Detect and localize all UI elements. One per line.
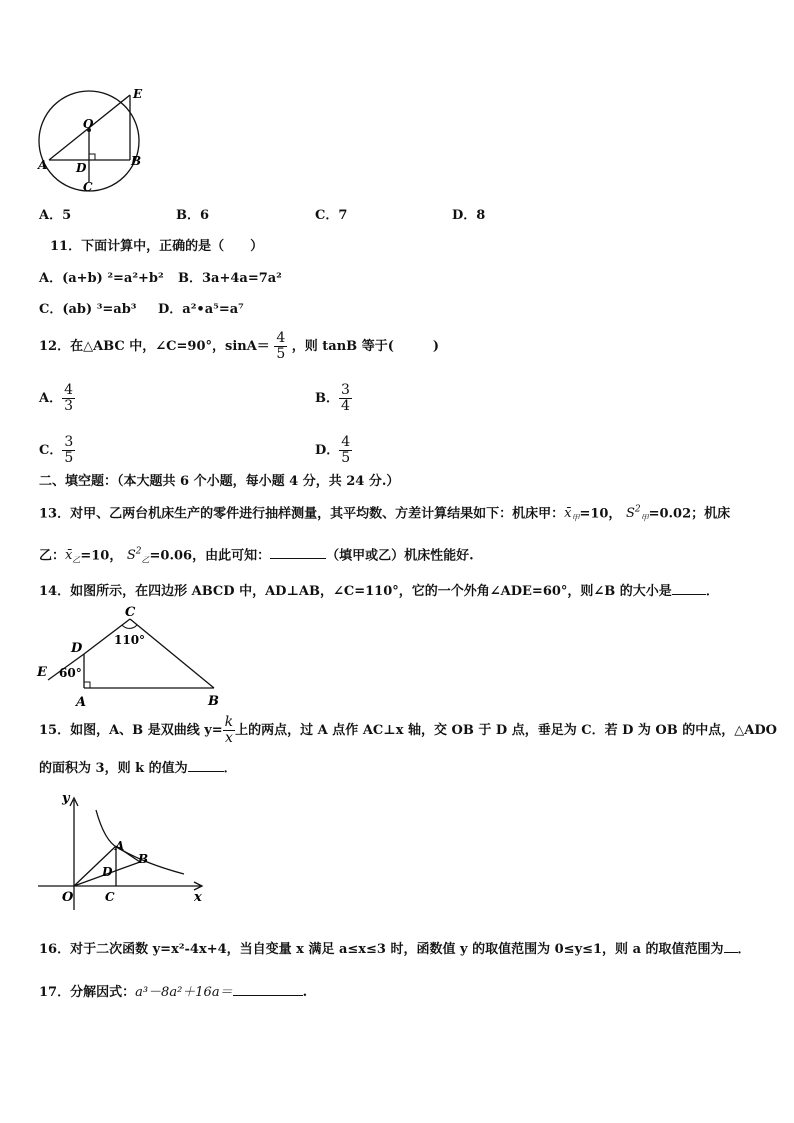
label-c: C xyxy=(125,605,136,620)
label-a: A xyxy=(76,695,87,708)
q11-option-d[interactable]: D．a²•a⁵=a⁷ xyxy=(158,302,244,317)
q13-answer-blank[interactable] xyxy=(270,558,326,559)
q12-stem-fraction: $\frac{4}{5}$ xyxy=(276,329,286,362)
q12-option-d[interactable]: D． $\frac{4}{5}$ xyxy=(315,433,351,466)
q11-option-a[interactable]: A．(a+b) ²=a²+b² xyxy=(39,271,164,286)
axis-y-label: y xyxy=(62,791,70,806)
q10-option-c[interactable]: C．7 xyxy=(315,208,348,223)
q16-text: 16．对于二次函数 y=x²-4x+4，当自变量 x 满足 a≤x≤3 时，函数值 y 的取值范围为 0≤y≤1，则 a 的取值范围为 ． xyxy=(39,942,751,957)
q14-answer-blank[interactable] xyxy=(672,594,706,595)
angle-c-label: 110° xyxy=(114,633,146,647)
label-d: D xyxy=(102,865,113,879)
label-c: C xyxy=(105,890,115,904)
q13-line2: 乙：$x̄_乙=10$， $S^2_乙=0.06$，由此可知： （填甲或乙）机床性能好. xyxy=(39,547,474,565)
q10-option-d[interactable]: D．8 xyxy=(452,208,486,223)
q17-text: 17．分解因式：a³－8a²＋16a＝ . xyxy=(39,985,308,1000)
label-c: C xyxy=(83,180,93,194)
q12-stem-post: ，则 tanB 等于( ) xyxy=(291,339,440,354)
label-b: B xyxy=(131,154,142,168)
q11-stem: 11．下面计算中，正确的是（ ） xyxy=(50,239,264,254)
q12-option-b[interactable]: B． $\frac{3}{4}$ xyxy=(315,381,350,414)
q11-option-c[interactable]: C．(ab) ³=ab³ xyxy=(39,302,137,317)
label-b: B xyxy=(138,852,149,866)
q15-line1: 15．如图，A、B 是双曲线 y= $\frac{k}{x}$ 上的两点，过 A 点作 AC⊥x 轴，交 OB 于 D 点，垂足为 C．若 D 为 OB 的中点，△ADO xyxy=(39,713,777,746)
label-d: D xyxy=(76,161,87,175)
label-a: A xyxy=(115,839,125,853)
q15-answer-blank[interactable] xyxy=(188,771,224,772)
q12-stem-pre: 12．在△ABC 中，∠C=90°，sinA＝ xyxy=(39,339,270,354)
q15-line2: 的面积为 3，则 k 的值为 ． xyxy=(39,761,237,776)
circle-figure xyxy=(30,86,150,198)
label-d: D xyxy=(71,641,83,656)
q11-option-b[interactable]: B．3a+4a=7a² xyxy=(178,271,282,286)
q13-line1: 13．对甲、乙两台机床生产的零件进行抽样测量，其平均数、方差计算结果如下：机床甲：$x̄_甲=10$， $S^2_甲=0.02$；机床 xyxy=(39,505,731,523)
q12-option-c[interactable]: C． $\frac{3}{5}$ xyxy=(39,433,74,466)
label-o: O xyxy=(83,117,94,131)
label-o: O xyxy=(62,890,74,905)
label-e: E xyxy=(133,87,143,101)
q17-answer-blank[interactable] xyxy=(233,995,303,996)
q12-option-a[interactable]: A． $\frac{4}{3}$ xyxy=(39,381,74,414)
section-fill-in-heading: 二、填空题：（本大题共 6 个小题，每小题 4 分，共 24 分.） xyxy=(39,474,400,489)
hyperbola-figure xyxy=(34,786,214,916)
axis-x-label: x xyxy=(194,890,202,905)
q12-stem xyxy=(39,328,439,366)
q10-option-b[interactable]: B．6 xyxy=(176,208,210,223)
label-b: B xyxy=(208,694,219,708)
q10-option-a[interactable]: A．5 xyxy=(39,208,72,223)
q14-text: 14．如图所示，在四边形 ABCD 中，AD⊥AB，∠C=110°，它的一个外角∠ADE=60°，则∠B 的大小是 ． xyxy=(39,584,719,599)
q16-answer-blank[interactable] xyxy=(724,952,738,953)
quadrilateral-figure xyxy=(34,602,234,708)
angle-d-label: 60° xyxy=(59,666,82,680)
label-a: A xyxy=(38,158,48,172)
label-e: E xyxy=(37,665,47,680)
